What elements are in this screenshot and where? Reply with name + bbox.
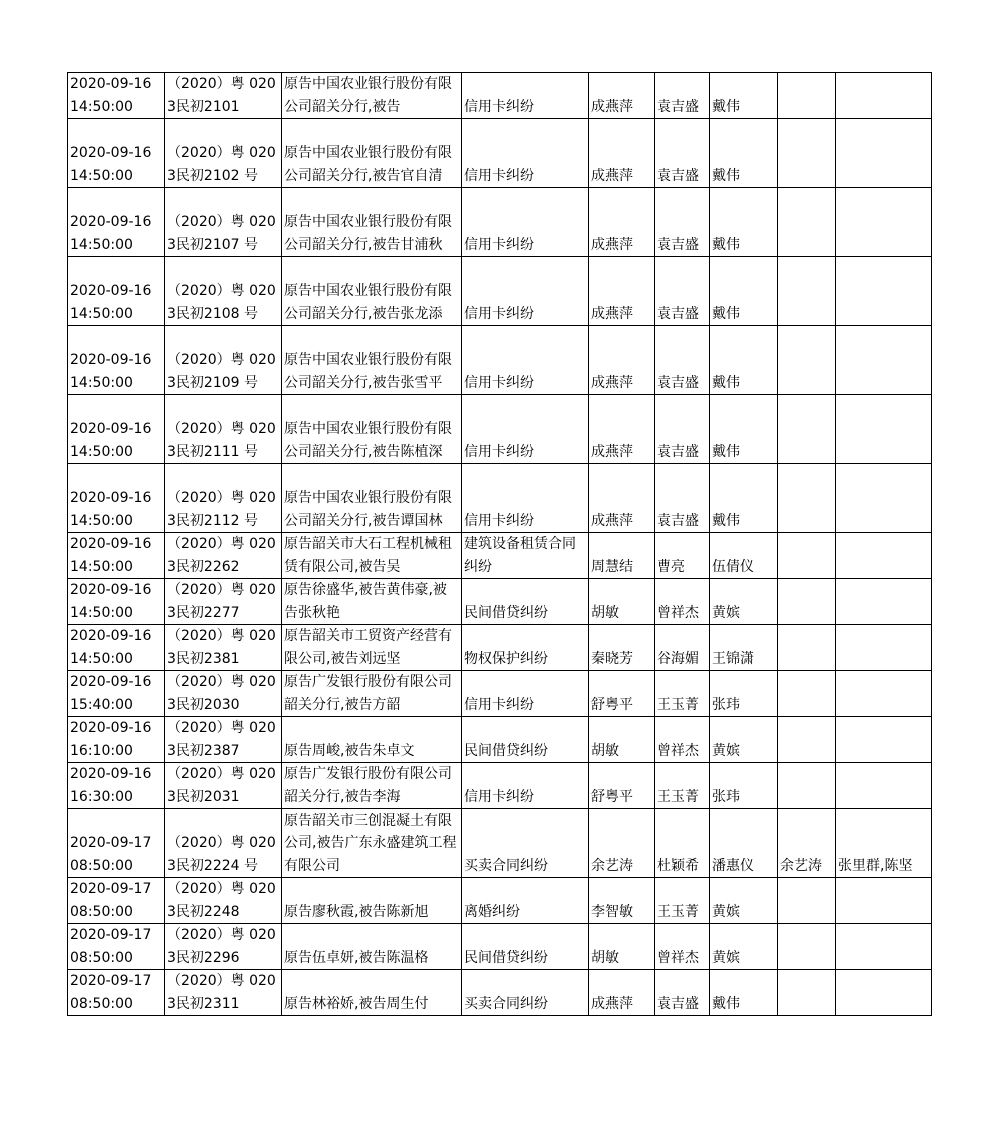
parties-cell: 原告中国农业银行股份有限公司韶关分行,被告官自清 [282, 119, 462, 188]
parties-cell: 原告中国农业银行股份有限公司韶关分行,被告 [282, 73, 462, 119]
judge-cell: 成燕萍 [589, 970, 655, 1016]
clerk-cell: 袁吉盛 [655, 326, 710, 395]
extra-member-cell [778, 763, 836, 809]
extra-party-cell [836, 395, 932, 464]
extra-party-cell [836, 533, 932, 579]
case-cause-cell: 信用卡纠纷 [462, 119, 589, 188]
case-number-cell: （2020）粤 0203民初2277 [165, 579, 282, 625]
judge-cell: 成燕萍 [589, 464, 655, 533]
case-cause-cell: 物权保护纠纷 [462, 625, 589, 671]
extra-party-cell [836, 717, 932, 763]
extra-member-cell [778, 970, 836, 1016]
case-number-cell: （2020）粤 0203民初2102 号 [165, 119, 282, 188]
case-cause-cell: 信用卡纠纷 [462, 395, 589, 464]
case-number-cell: （2020）粤 0203民初2108 号 [165, 257, 282, 326]
case-cause-cell: 民间借贷纠纷 [462, 924, 589, 970]
parties-cell: 原告韶关市工贸资产经营有限公司,被告刘远坚 [282, 625, 462, 671]
hearing-time-cell: 2020-09-17 08:50:00 [68, 878, 165, 924]
hearing-time-cell: 2020-09-16 16:10:00 [68, 717, 165, 763]
case-cause-cell: 信用卡纠纷 [462, 763, 589, 809]
extra-member-cell [778, 717, 836, 763]
case-cause-cell: 买卖合同纠纷 [462, 809, 589, 878]
hearing-time-cell: 2020-09-16 14:50:00 [68, 188, 165, 257]
secretary-cell: 戴伟 [710, 970, 778, 1016]
table-row [68, 188, 932, 257]
hearing-schedule-table [67, 72, 932, 1016]
secretary-cell: 戴伟 [710, 188, 778, 257]
table-row [68, 73, 932, 119]
case-number-cell: （2020）粤 0203民初2224 号 [165, 809, 282, 878]
judge-cell: 成燕萍 [589, 188, 655, 257]
clerk-cell: 曾祥杰 [655, 924, 710, 970]
clerk-cell: 曾祥杰 [655, 579, 710, 625]
hearing-time-cell: 2020-09-16 14:50:00 [68, 73, 165, 119]
table-row [68, 763, 932, 809]
case-number-cell: （2020）粤 0203民初2031 [165, 763, 282, 809]
parties-cell: 原告徐盛华,被告黄伟豪,被告张秋艳 [282, 579, 462, 625]
parties-cell: 原告广发银行股份有限公司韶关分行,被告李海 [282, 763, 462, 809]
secretary-cell: 潘惠仪 [710, 809, 778, 878]
case-number-cell: （2020）粤 0203民初2111 号 [165, 395, 282, 464]
case-cause-cell: 买卖合同纠纷 [462, 970, 589, 1016]
judge-cell: 胡敏 [589, 924, 655, 970]
secretary-cell: 戴伟 [710, 73, 778, 119]
parties-cell: 原告中国农业银行股份有限公司韶关分行,被告甘浦秋 [282, 188, 462, 257]
clerk-cell: 袁吉盛 [655, 73, 710, 119]
clerk-cell: 王玉菁 [655, 763, 710, 809]
case-cause-cell: 离婚纠纷 [462, 878, 589, 924]
table-row [68, 717, 932, 763]
hearing-time-cell: 2020-09-17 08:50:00 [68, 924, 165, 970]
extra-party-cell [836, 119, 932, 188]
clerk-cell: 杜颖希 [655, 809, 710, 878]
extra-party-cell [836, 924, 932, 970]
extra-member-cell [778, 395, 836, 464]
parties-cell: 原告廖秋霞,被告陈新旭 [282, 878, 462, 924]
parties-cell: 原告中国农业银行股份有限公司韶关分行,被告谭国林 [282, 464, 462, 533]
case-number-cell: （2020）粤 0203民初2112 号 [165, 464, 282, 533]
extra-member-cell: 余艺涛 [778, 809, 836, 878]
extra-member-cell [778, 924, 836, 970]
clerk-cell: 王玉菁 [655, 671, 710, 717]
judge-cell: 成燕萍 [589, 395, 655, 464]
case-number-cell: （2020）粤 0203民初2381 [165, 625, 282, 671]
judge-cell: 成燕萍 [589, 119, 655, 188]
table-row [68, 119, 932, 188]
case-cause-cell: 信用卡纠纷 [462, 326, 589, 395]
case-number-cell: （2020）粤 0203民初2311 [165, 970, 282, 1016]
case-cause-cell: 信用卡纠纷 [462, 188, 589, 257]
judge-cell: 舒粤平 [589, 671, 655, 717]
case-number-cell: （2020）粤 0203民初2107 号 [165, 188, 282, 257]
table-row [68, 257, 932, 326]
secretary-cell: 戴伟 [710, 395, 778, 464]
judge-cell: 成燕萍 [589, 73, 655, 119]
table-row [68, 464, 932, 533]
extra-member-cell [778, 533, 836, 579]
hearing-time-cell: 2020-09-17 08:50:00 [68, 809, 165, 878]
case-number-cell: （2020）粤 0203民初2296 [165, 924, 282, 970]
table-row [68, 671, 932, 717]
secretary-cell: 王锦潇 [710, 625, 778, 671]
judge-cell: 胡敏 [589, 579, 655, 625]
secretary-cell: 戴伟 [710, 119, 778, 188]
extra-party-cell [836, 188, 932, 257]
case-number-cell: （2020）粤 0203民初2109 号 [165, 326, 282, 395]
case-number-cell: （2020）粤 0203民初2262 [165, 533, 282, 579]
table-row [68, 809, 932, 878]
table-row [68, 326, 932, 395]
parties-cell: 原告中国农业银行股份有限公司韶关分行,被告陈植深 [282, 395, 462, 464]
hearing-time-cell: 2020-09-16 14:50:00 [68, 625, 165, 671]
secretary-cell: 戴伟 [710, 326, 778, 395]
case-cause-cell: 信用卡纠纷 [462, 464, 589, 533]
secretary-cell: 黄嫔 [710, 717, 778, 763]
case-number-cell: （2020）粤 0203民初2030 [165, 671, 282, 717]
clerk-cell: 袁吉盛 [655, 119, 710, 188]
extra-party-cell [836, 878, 932, 924]
case-cause-cell: 信用卡纠纷 [462, 73, 589, 119]
extra-member-cell [778, 464, 836, 533]
clerk-cell: 袁吉盛 [655, 257, 710, 326]
parties-cell: 原告中国农业银行股份有限公司韶关分行,被告张雪平 [282, 326, 462, 395]
clerk-cell: 曾祥杰 [655, 717, 710, 763]
hearing-time-cell: 2020-09-16 15:40:00 [68, 671, 165, 717]
case-cause-cell: 民间借贷纠纷 [462, 717, 589, 763]
hearing-time-cell: 2020-09-16 14:50:00 [68, 464, 165, 533]
secretary-cell: 戴伟 [710, 464, 778, 533]
clerk-cell: 袁吉盛 [655, 970, 710, 1016]
extra-member-cell [778, 579, 836, 625]
extra-member-cell [778, 73, 836, 119]
parties-cell: 原告周峻,被告朱卓文 [282, 717, 462, 763]
extra-party-cell [836, 73, 932, 119]
parties-cell: 原告中国农业银行股份有限公司韶关分行,被告张龙添 [282, 257, 462, 326]
judge-cell: 周慧结 [589, 533, 655, 579]
clerk-cell: 谷海媚 [655, 625, 710, 671]
table-row [68, 625, 932, 671]
table-row [68, 395, 932, 464]
extra-party-cell: 张里群,陈坚 [836, 809, 932, 878]
parties-cell: 原告林裕娇,被告周生付 [282, 970, 462, 1016]
judge-cell: 成燕萍 [589, 326, 655, 395]
extra-party-cell [836, 257, 932, 326]
case-number-cell: （2020）粤 0203民初2101 [165, 73, 282, 119]
judge-cell: 胡敏 [589, 717, 655, 763]
judge-cell: 舒粤平 [589, 763, 655, 809]
case-cause-cell: 信用卡纠纷 [462, 671, 589, 717]
parties-cell: 原告韶关市大石工程机械租赁有限公司,被告吴 [282, 533, 462, 579]
hearing-time-cell: 2020-09-16 14:50:00 [68, 579, 165, 625]
judge-cell: 成燕萍 [589, 257, 655, 326]
hearing-time-cell: 2020-09-16 14:50:00 [68, 119, 165, 188]
case-cause-cell: 建筑设备租赁合同纠纷 [462, 533, 589, 579]
parties-cell: 原告伍卓妍,被告陈温格 [282, 924, 462, 970]
extra-member-cell [778, 671, 836, 717]
secretary-cell: 伍倩仪 [710, 533, 778, 579]
case-number-cell: （2020）粤 0203民初2248 [165, 878, 282, 924]
table-body [68, 73, 932, 1016]
judge-cell: 余艺涛 [589, 809, 655, 878]
secretary-cell: 张玮 [710, 671, 778, 717]
case-cause-cell: 信用卡纠纷 [462, 257, 589, 326]
clerk-cell: 王玉菁 [655, 878, 710, 924]
clerk-cell: 曹亮 [655, 533, 710, 579]
hearing-time-cell: 2020-09-17 08:50:00 [68, 970, 165, 1016]
secretary-cell: 戴伟 [710, 257, 778, 326]
extra-member-cell [778, 188, 836, 257]
extra-member-cell [778, 326, 836, 395]
extra-party-cell [836, 763, 932, 809]
table-row [68, 924, 932, 970]
secretary-cell: 黄嫔 [710, 878, 778, 924]
hearing-time-cell: 2020-09-16 14:50:00 [68, 326, 165, 395]
table-row [68, 970, 932, 1016]
case-cause-cell: 民间借贷纠纷 [462, 579, 589, 625]
judge-cell: 秦晓芳 [589, 625, 655, 671]
hearing-time-cell: 2020-09-16 16:30:00 [68, 763, 165, 809]
secretary-cell: 黄嫔 [710, 924, 778, 970]
parties-cell: 原告广发银行股份有限公司韶关分行,被告方韶 [282, 671, 462, 717]
hearing-time-cell: 2020-09-16 14:50:00 [68, 257, 165, 326]
extra-party-cell [836, 671, 932, 717]
case-number-cell: （2020）粤 0203民初2387 [165, 717, 282, 763]
hearing-time-cell: 2020-09-16 14:50:00 [68, 533, 165, 579]
extra-party-cell [836, 970, 932, 1016]
clerk-cell: 袁吉盛 [655, 464, 710, 533]
extra-member-cell [778, 257, 836, 326]
extra-party-cell [836, 464, 932, 533]
judge-cell: 李智敏 [589, 878, 655, 924]
hearing-time-cell: 2020-09-16 14:50:00 [68, 395, 165, 464]
table-row [68, 579, 932, 625]
extra-member-cell [778, 878, 836, 924]
secretary-cell: 张玮 [710, 763, 778, 809]
extra-party-cell [836, 625, 932, 671]
clerk-cell: 袁吉盛 [655, 395, 710, 464]
extra-member-cell [778, 119, 836, 188]
extra-party-cell [836, 326, 932, 395]
clerk-cell: 袁吉盛 [655, 188, 710, 257]
secretary-cell: 黄嫔 [710, 579, 778, 625]
parties-cell: 原告韶关市三创混凝土有限公司,被告广东永盛建筑工程有限公司 [282, 809, 462, 878]
table-row [68, 878, 932, 924]
table-row [68, 533, 932, 579]
extra-member-cell [778, 625, 836, 671]
extra-party-cell [836, 579, 932, 625]
